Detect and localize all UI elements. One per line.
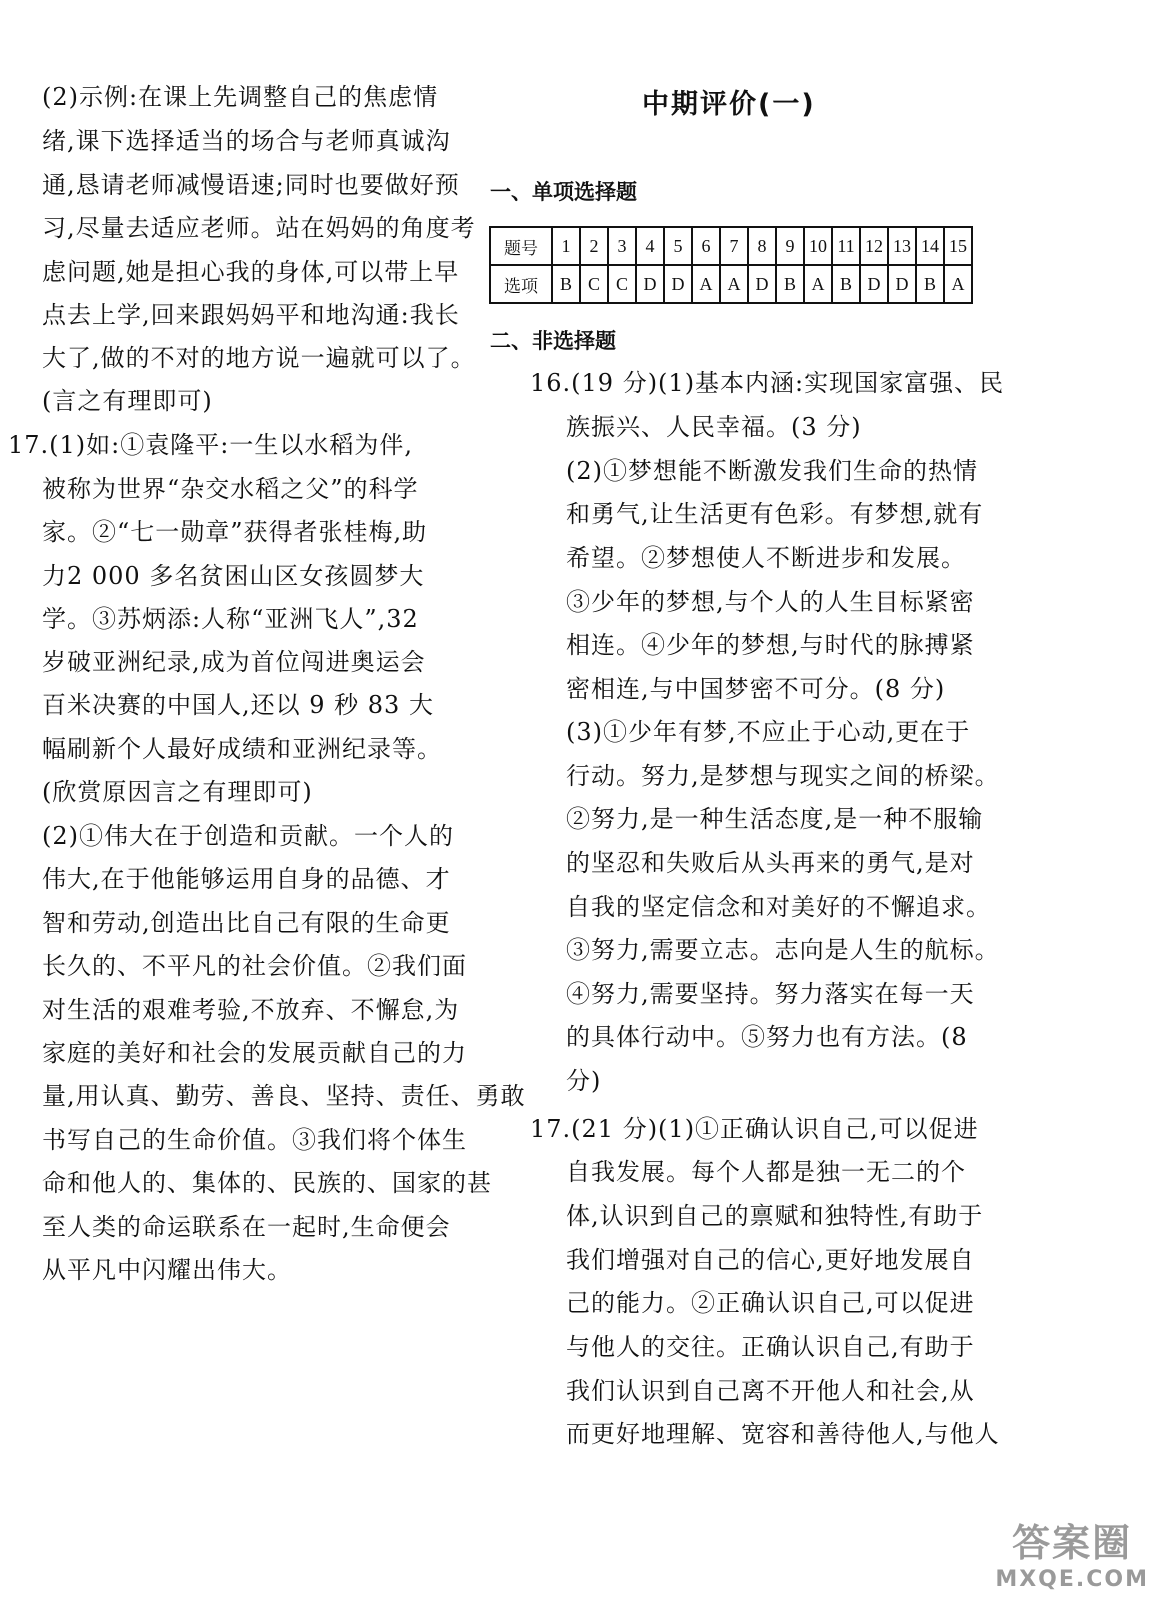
table-cell: B xyxy=(552,265,580,303)
text-line: 书写自己的生命价值。③我们将个体生 xyxy=(42,1126,467,1154)
text-line: (2)示例:在课上先调整自己的焦虑情 xyxy=(42,83,439,111)
text-line: 命和他人的、集体的、民族的、国家的甚 xyxy=(42,1169,492,1197)
watermark xyxy=(995,1512,1149,1592)
table-header-cell: 题号 xyxy=(490,227,552,265)
table-cell: 10 xyxy=(804,227,832,265)
text-line: 的坚忍和失败后从头再来的勇气,是对 xyxy=(566,849,975,877)
text-line: 长久的、不平凡的社会价值。②我们面 xyxy=(42,952,467,980)
table-cell: A xyxy=(804,265,832,303)
text-line: 学。③苏炳添:人称“亚洲飞人”,32 xyxy=(42,605,419,633)
text-line: 族振兴、人民幸福。(3 分) xyxy=(566,413,862,441)
text-line: 家。②“七一勋章”获得者张桂梅,助 xyxy=(42,518,428,546)
text-line: 被称为世界“杂交水稻之父”的科学 xyxy=(42,475,419,503)
table-cell: B xyxy=(776,265,804,303)
text-line: (2)①梦想能不断激发我们生命的热情 xyxy=(566,457,978,485)
table-cell: 14 xyxy=(916,227,944,265)
text-line: 和勇气,让生活更有色彩。有梦想,就有 xyxy=(566,500,984,528)
answer-table xyxy=(489,226,973,304)
text-line: 希望。②梦想使人不断进步和发展。 xyxy=(566,544,966,572)
question-17-start: 17.(1)如:①袁隆平:一生以水稻为伴, xyxy=(8,431,413,459)
table-cell: 11 xyxy=(832,227,860,265)
text-line: 自我的坚定信念和对美好的不懈追求。 xyxy=(566,893,991,921)
text-line: 岁破亚洲纪录,成为首位闯进奥运会 xyxy=(42,648,426,676)
text-line: 密相连,与中国梦密不可分。(8 分) xyxy=(566,675,946,703)
text-line: 的具体行动中。⑤努力也有方法。(8 xyxy=(566,1023,968,1051)
text-line: 从平凡中闪耀出伟大。 xyxy=(42,1256,292,1284)
table-cell: B xyxy=(916,265,944,303)
text-line: 对生活的艰难考验,不放弃、不懈怠,为 xyxy=(42,996,460,1024)
text-line: 分) xyxy=(566,1067,602,1095)
section-heading-1: 一、单项选择题 xyxy=(490,180,637,204)
table-cell: A xyxy=(944,265,972,303)
table-cell: A xyxy=(692,265,720,303)
text-line: 量,用认真、勤劳、善良、坚持、责任、勇敢 xyxy=(42,1082,526,1110)
text-line: ③努力,需要立志。志向是人生的航标。 xyxy=(566,936,1000,964)
text-line: 通,恳请老师减慢语速;同时也要做好预 xyxy=(42,171,460,199)
text-line: 大了,做的不对的地方说一遍就可以了。 xyxy=(42,344,476,372)
question-16-start: 16.(19 分)(1)基本内涵:实现国家富强、民 xyxy=(530,369,1005,397)
table-cell: 15 xyxy=(944,227,972,265)
text-line: 绪,课下选择适当的场合与老师真诚沟 xyxy=(42,127,451,155)
table-cell: 5 xyxy=(664,227,692,265)
text-line: 而更好地理解、宽容和善待他人,与他人 xyxy=(566,1420,1000,1448)
text-line: (3)①少年有梦,不应止于心动,更在于 xyxy=(566,718,971,746)
text-line: 智和劳动,创造出比自己有限的生命更 xyxy=(42,909,451,937)
table-cell: 7 xyxy=(720,227,748,265)
text-line: 点去上学,回来跟妈妈平和地沟通:我长 xyxy=(42,301,460,329)
text-line: (言之有理即可) xyxy=(42,387,213,415)
text-line: 己的能力。②正确认识自己,可以促进 xyxy=(566,1289,975,1317)
table-cell: D xyxy=(748,265,776,303)
table-cell: C xyxy=(580,265,608,303)
text-line: ③少年的梦想,与个人的人生目标紧密 xyxy=(566,588,975,616)
table-cell: D xyxy=(664,265,692,303)
text-line: 伟大,在于他能够运用自身的品德、才 xyxy=(42,865,451,893)
text-line: 至人类的命运联系在一起时,生命便会 xyxy=(42,1213,451,1241)
table-cell: 1 xyxy=(552,227,580,265)
text-line: 我们增强对自己的信心,更好地发展自 xyxy=(566,1246,975,1274)
table-cell: D xyxy=(860,265,888,303)
table-cell: A xyxy=(720,265,748,303)
table-cell: D xyxy=(636,265,664,303)
table-cell: 9 xyxy=(776,227,804,265)
section-heading-2: 二、非选择题 xyxy=(490,329,616,353)
text-line: 体,认识到自己的禀赋和独特性,有助于 xyxy=(566,1202,984,1230)
watermark-logo: 答案圈 xyxy=(1012,1521,1133,1565)
text-line: 相连。④少年的梦想,与时代的脉搏紧 xyxy=(566,631,975,659)
text-line: 力2 000 多名贫困山区女孩圆梦大 xyxy=(42,562,425,590)
text-line: 虑问题,她是担心我的身体,可以带上早 xyxy=(42,258,460,286)
text-line: ②努力,是一种生活态度,是一种不服输 xyxy=(566,805,984,833)
text-line: 自我发展。每个人都是独一无二的个 xyxy=(566,1158,966,1186)
text-line: 我们认识到自己离不开他人和社会,从 xyxy=(566,1377,975,1405)
table-row xyxy=(490,227,972,265)
table-cell: C xyxy=(608,265,636,303)
text-line: ④努力,需要坚持。努力落实在每一天 xyxy=(566,980,975,1008)
watermark-url: MXQE.COM xyxy=(995,1567,1149,1592)
text-line: (欣赏原因言之有理即可) xyxy=(42,778,313,806)
table-cell: D xyxy=(888,265,916,303)
table-header-cell: 选项 xyxy=(490,265,552,303)
text-line: 幅刷新个人最好成绩和亚洲纪录等。 xyxy=(42,735,442,763)
table-cell: 6 xyxy=(692,227,720,265)
text-line: (2)①伟大在于创造和贡献。一个人的 xyxy=(42,822,454,850)
page-title: 中期评价(一) xyxy=(642,89,816,120)
table-cell: 8 xyxy=(748,227,776,265)
table-cell: 4 xyxy=(636,227,664,265)
table-cell: 12 xyxy=(860,227,888,265)
table-cell: 13 xyxy=(888,227,916,265)
table-cell: 2 xyxy=(580,227,608,265)
text-line: 家庭的美好和社会的发展贡献自己的力 xyxy=(42,1039,467,1067)
text-line: 与他人的交往。正确认识自己,有助于 xyxy=(566,1333,975,1361)
table-cell: 3 xyxy=(608,227,636,265)
text-line: 百米决赛的中国人,还以 9 秒 83 大 xyxy=(42,691,434,719)
text-line: 习,尽量去适应老师。站在妈妈的角度考 xyxy=(42,214,476,242)
question-17-start: 17.(21 分)(1)①正确认识自己,可以促进 xyxy=(530,1115,979,1143)
table-row xyxy=(490,265,972,303)
table-cell: B xyxy=(832,265,860,303)
text-line: 行动。努力,是梦想与现实之间的桥梁。 xyxy=(566,762,1000,790)
